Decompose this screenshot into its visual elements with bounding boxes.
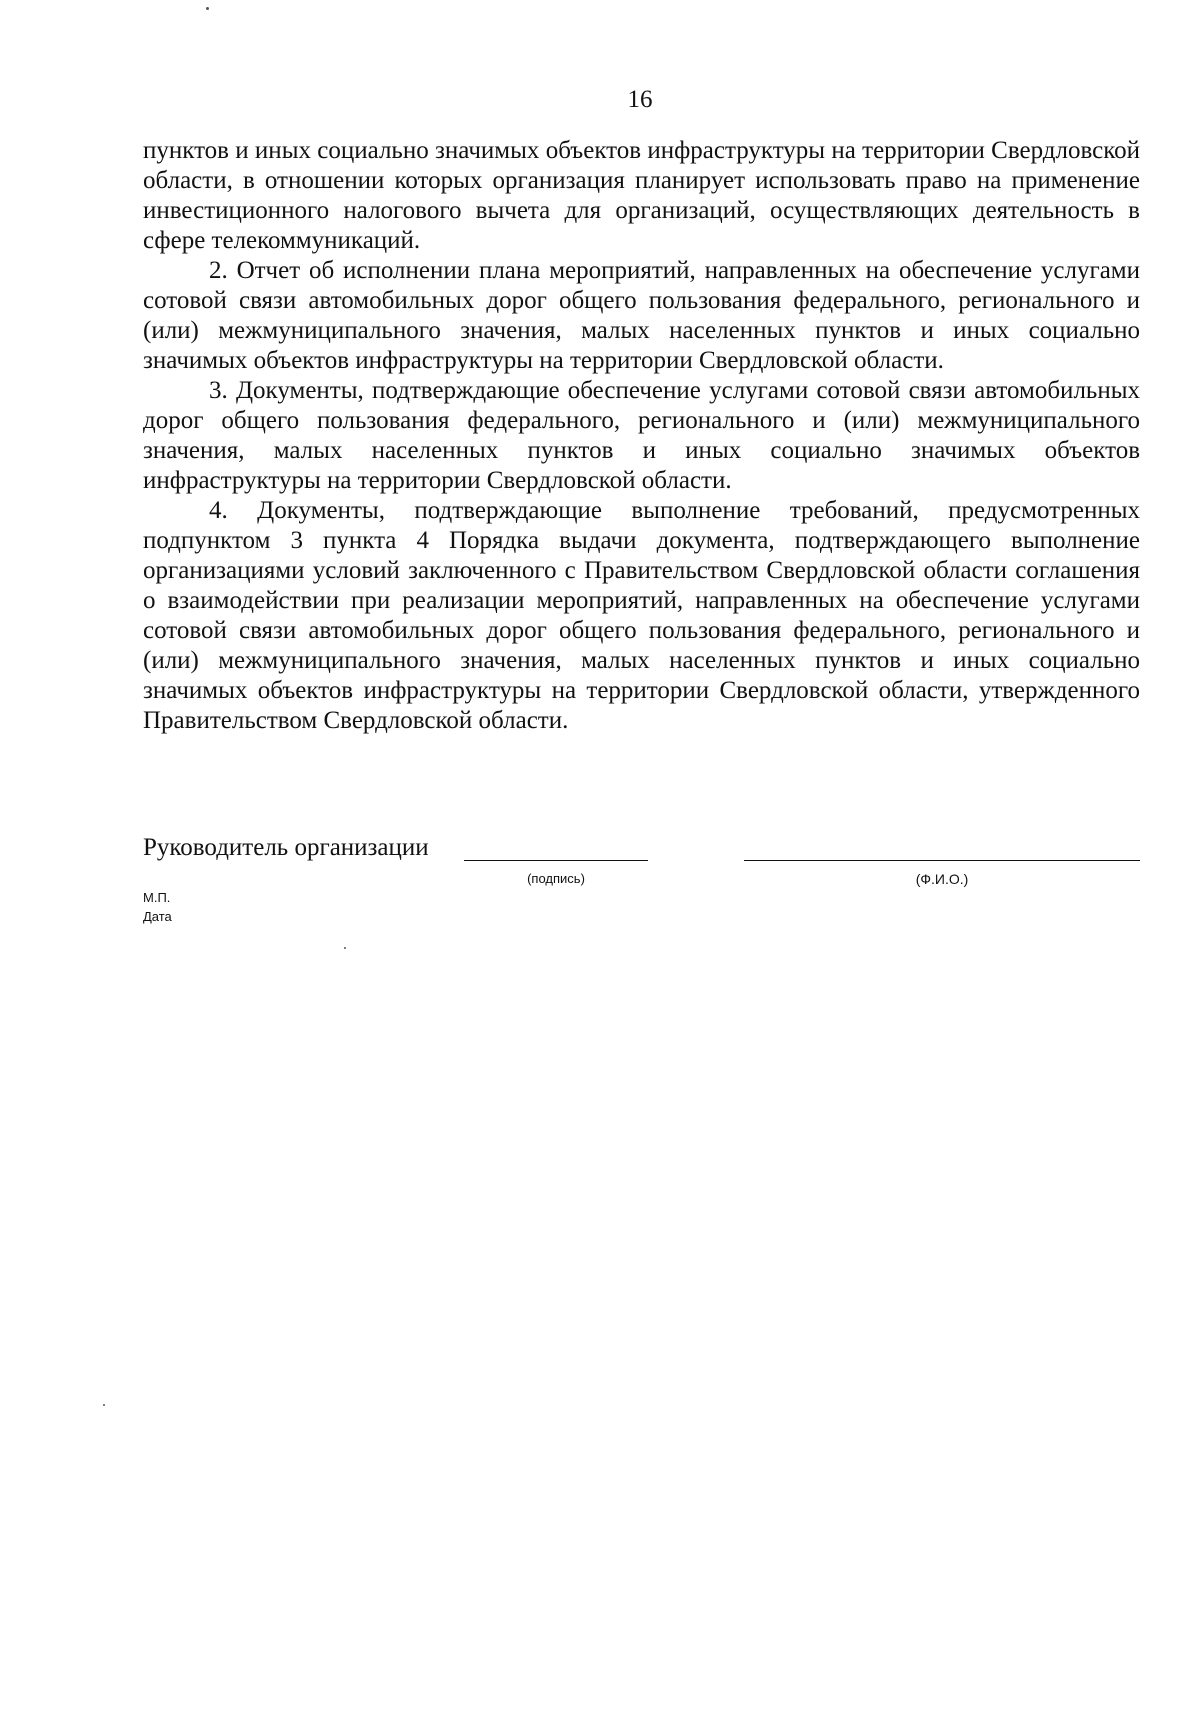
paragraph-continuation: пунктов и иных социально значимых объектов инфраструктуры на территории Свердловской области, в отношении которых организация планирует использовать право на применение инвестиционного налогового вычета для организаций, осуществляющих деятельность в сфере телекоммуникаций. [143,137,1140,254]
scan-speck [103,1404,105,1406]
page-number: 16 [627,86,653,113]
paragraph-item-3: 3. Документы, подтверждающие обеспечение услугами сотовой связи автомобильных дорог общего пользования федерального, регионального и (или) межмуниципального значения, малых населенных пунктов и иных социально значимых объектов инфраструктуры на территории Свердловской области. [143,377,1140,494]
paragraph-item-2: 2. Отчет об исполнении плана мероприятий, направленных на обеспечение услугами сотовой связи автомобильных дорог общего пользования федерального, регионального и (или) межмуниципального значения, малых населенных пунктов и иных социально значимых объектов инфраструктуры на территории Свердловской области. [143,257,1140,374]
paragraph-item-4: 4. Документы, подтверждающие выполнение требований, предусмотренных подпунктом 3 пункта 4 Порядка выдачи документа, подтверждающего выполнение организациями условий заключенного с Правительством Свердловской области соглашения о взаимодействии при реализации мероприятий, направленных на обеспечение услугами сотовой связи автомобильных дорог общего пользования федерального, регионального и (или) межмуниципального значения, малых населенных пунктов и иных социально значимых объектов инфраструктуры на территории Свердловской области, утвержденного Правительством Свердловской области. [143,497,1140,734]
signature-block [143,834,1140,894]
scan-speck [206,7,209,10]
full-name-line [744,860,1140,861]
signature-caption: (подпись) [527,871,585,886]
signature-label: Руководитель организации [143,834,429,861]
signature-line [464,860,648,861]
scan-speck [344,947,346,949]
date-label: Дата [143,909,172,924]
full-name-caption: (Ф.И.О.) [915,871,969,887]
document-body [143,136,1140,736]
stamp-label: М.П. [143,890,171,905]
